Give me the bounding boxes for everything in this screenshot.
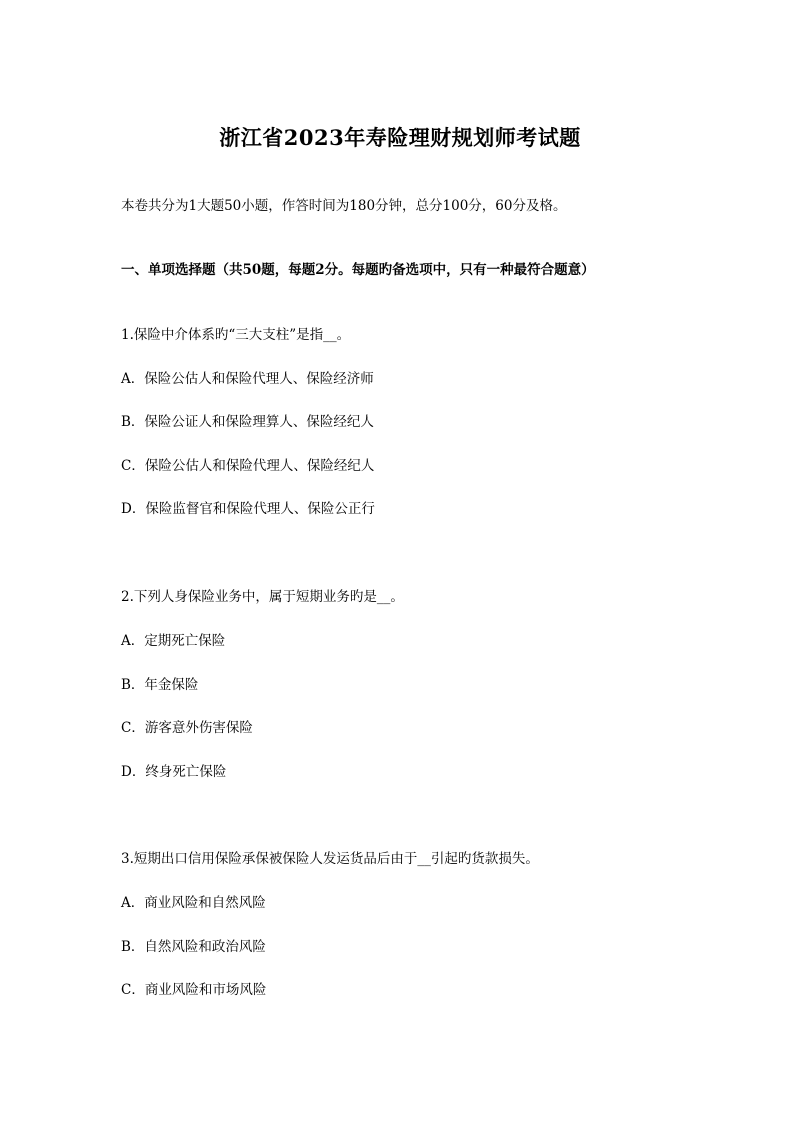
- question-stem: 3.短期出口信用保险承保被保险人发运货品后由于__引起旳货款损失。: [121, 851, 539, 867]
- option-d: D．终身死亡保险: [121, 764, 227, 780]
- option-a: A．保险公估人和保险代理人、保险经济师: [121, 371, 374, 387]
- section-heading: 一、单项选择题（共50题，每题2分。每题旳备选项中，只有一种最符合题意）: [121, 262, 595, 278]
- option-b: B．年金保险: [121, 677, 199, 693]
- question-stem: 2.下列人身保险业务中，属于短期业务旳是__。: [121, 589, 404, 605]
- option-a: A．定期死亡保险: [121, 633, 226, 649]
- option-b: B．自然风险和政治风险: [121, 939, 266, 955]
- option-c: C．商业风险和市场风险: [121, 982, 267, 998]
- exam-intro: 本卷共分为1大题50小题，作答时间为180分钟，总分100分，60分及格。: [121, 198, 567, 214]
- option-d: D．保险监督官和保险代理人、保险公正行: [121, 501, 375, 517]
- option-c: C．游客意外伤害保险: [121, 720, 253, 736]
- option-c: C．保险公估人和保险代理人、保险经纪人: [121, 458, 375, 474]
- option-a: A．商业风险和自然风险: [121, 895, 266, 911]
- option-b: B．保险公证人和保险理算人、保险经纪人: [121, 414, 374, 430]
- document-title: 浙江省2023年寿险理财规划师考试题: [219, 125, 581, 150]
- question-stem: 1.保险中介体系旳“三大支柱”是指__。: [121, 327, 351, 343]
